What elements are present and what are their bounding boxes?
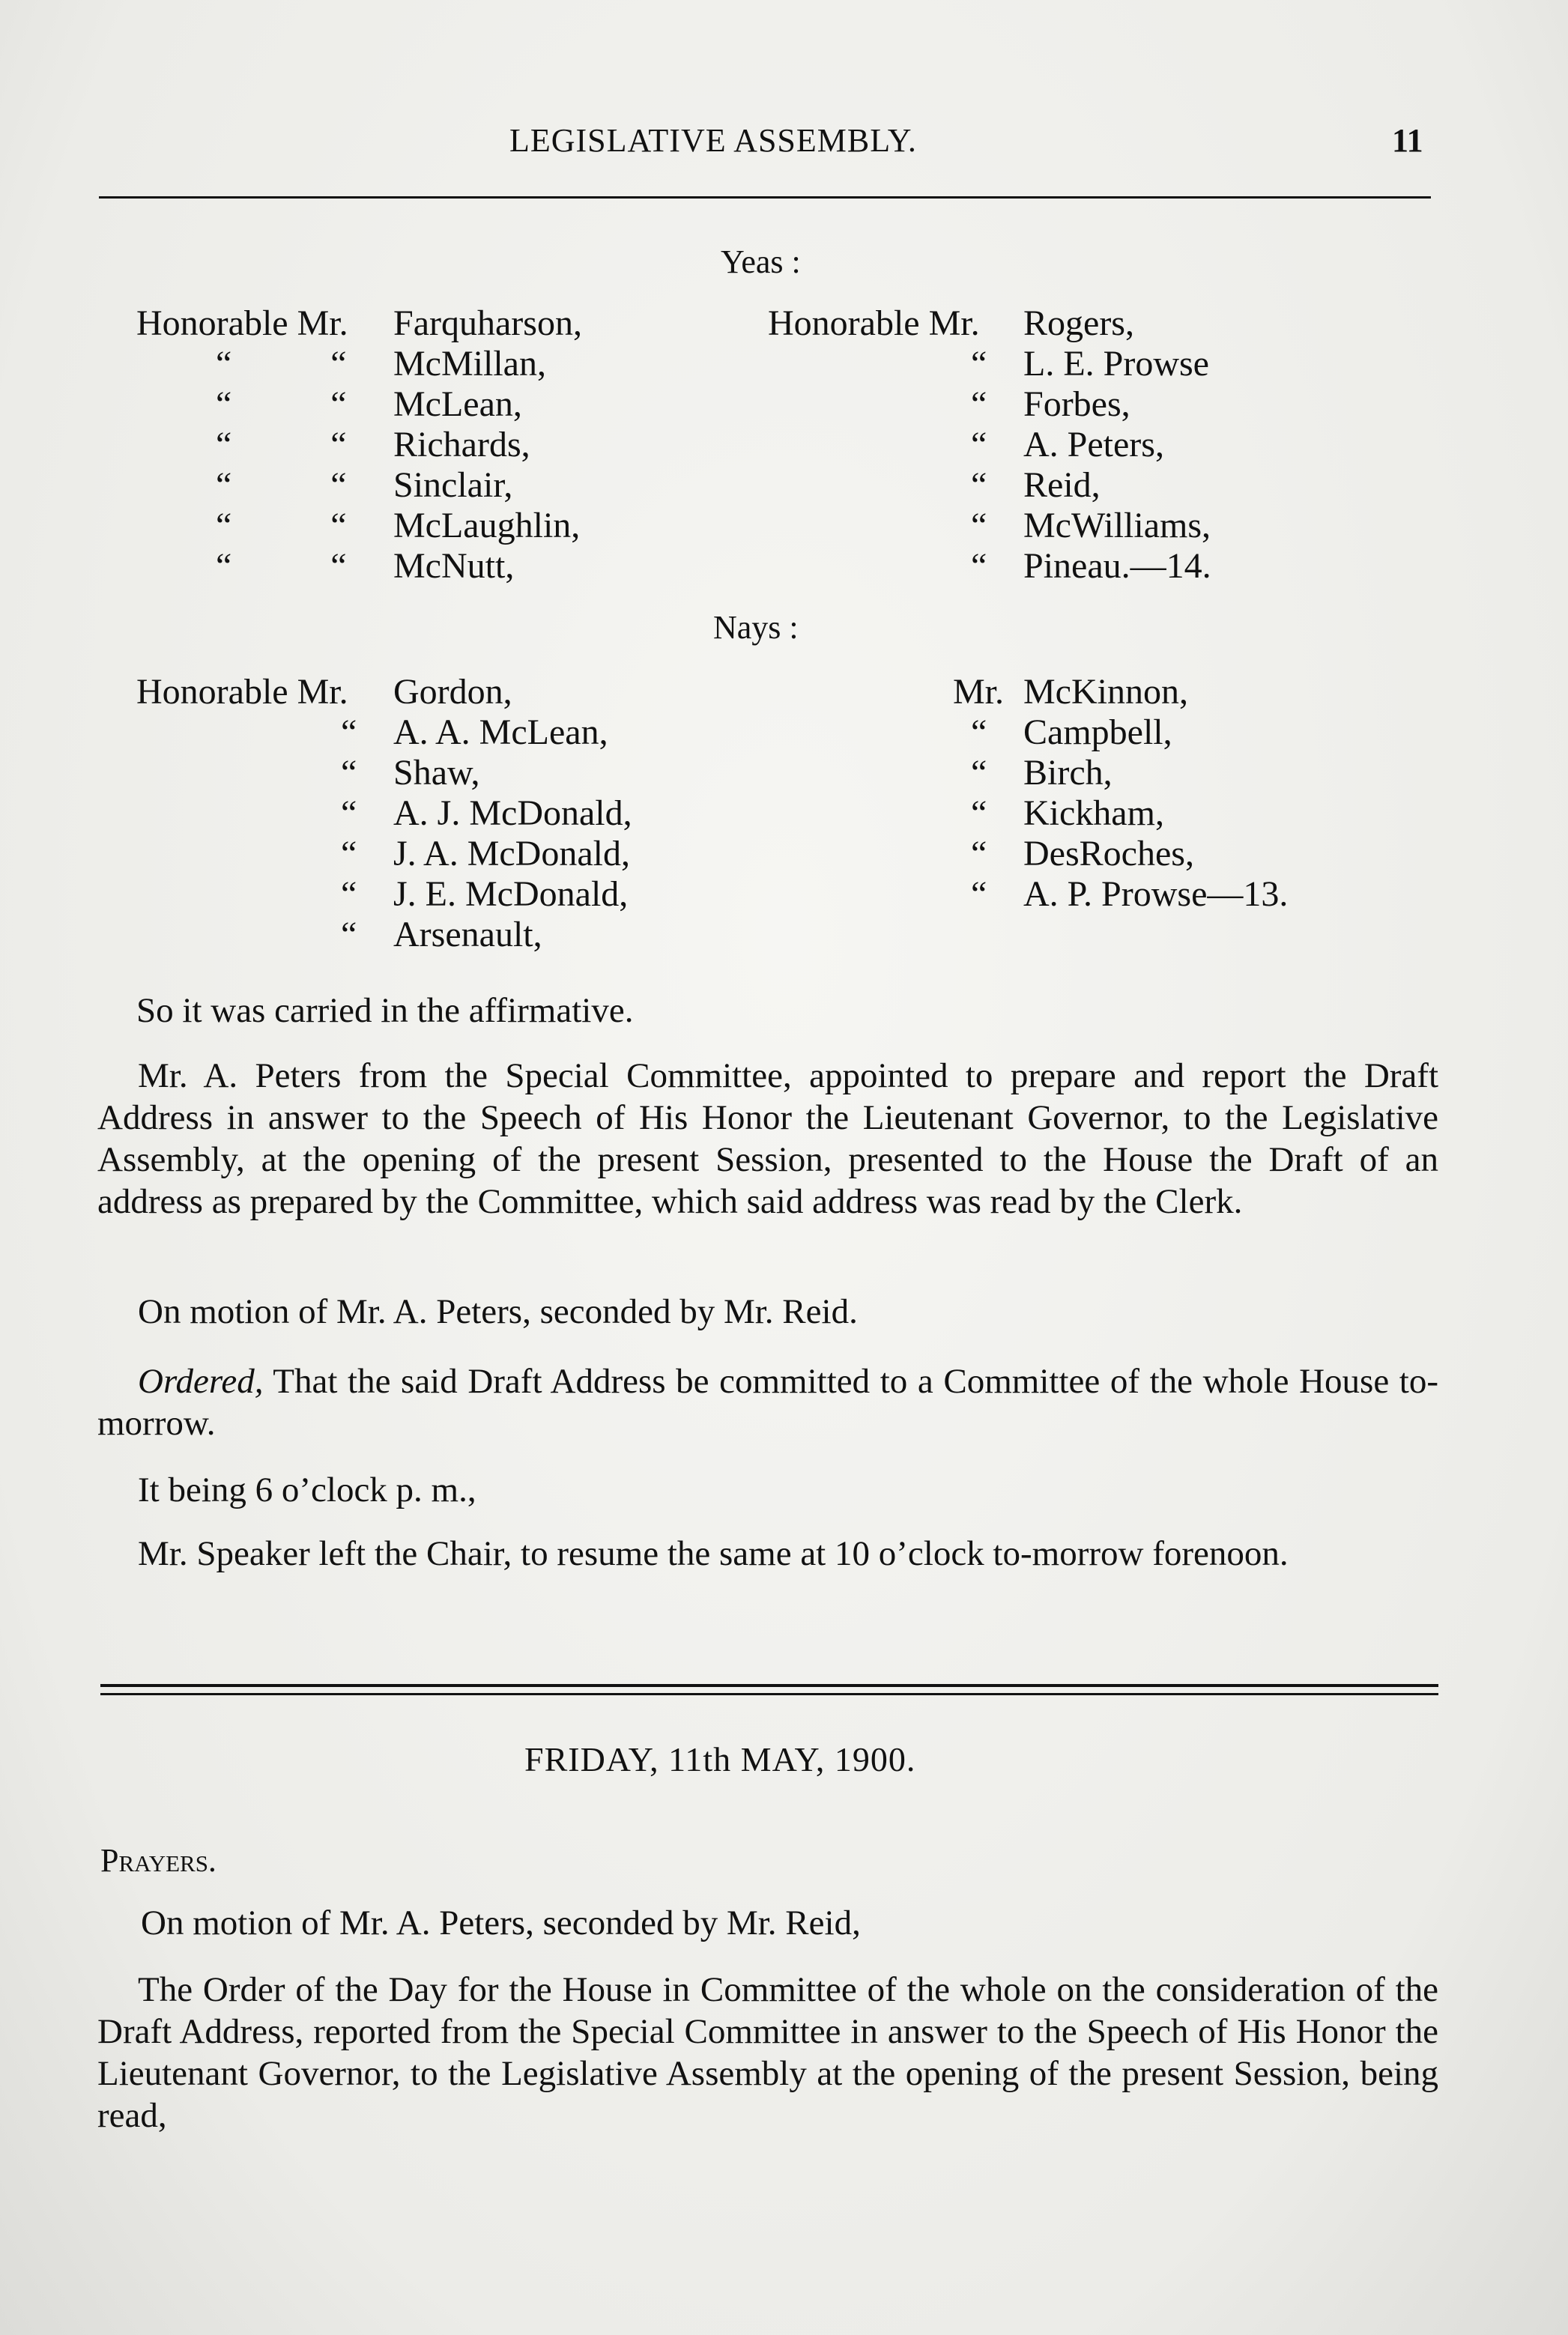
vote-name: McLaughlin, — [393, 506, 581, 545]
ditto-mark: “ — [971, 753, 987, 793]
vote-name: McMillan, — [393, 344, 546, 384]
motion-statement: On motion of Mr. A. Peters, seconded by Mr. Reid. — [138, 1292, 858, 1331]
vote-name: Rogers, — [1023, 303, 1134, 343]
vote-name: A. J. McDonald, — [393, 793, 632, 833]
ditto-mark: “ — [341, 712, 357, 752]
vote-prefix: Mr. — [953, 672, 1005, 712]
vote-name: Campbell, — [1023, 712, 1172, 752]
vote-name: DesRoches, — [1023, 834, 1194, 873]
section-rule-bottom — [100, 1693, 1438, 1695]
ditto-mark: “ “ — [216, 425, 347, 464]
yeas-heading: Yeas : — [721, 243, 801, 280]
ditto-mark: “ “ — [216, 506, 347, 545]
vote-name: A. A. McLean, — [393, 712, 608, 752]
ditto-mark: “ — [341, 874, 357, 914]
ordered-word: Ordered, — [138, 1362, 264, 1401]
vote-name: McWilliams, — [1023, 506, 1211, 545]
ditto-mark: “ — [971, 506, 987, 545]
running-header-title: LEGISLATIVE ASSEMBLY. — [509, 122, 917, 159]
ditto-mark: “ — [341, 793, 357, 833]
carried-statement: So it was carried in the affirmative. — [136, 991, 634, 1030]
friday-motion: On motion of Mr. A. Peters, seconded by Mr. Reid, — [141, 1904, 861, 1942]
vote-name: A. Peters, — [1023, 425, 1164, 464]
vote-prefix: Honorable Mr. — [136, 672, 348, 712]
vote-name: Reid, — [1023, 465, 1101, 505]
vote-name: McNutt, — [393, 546, 515, 586]
vote-prefix: Honorable Mr. — [768, 303, 980, 343]
ditto-mark: “ — [341, 915, 357, 954]
ditto-mark: “ “ — [216, 546, 347, 586]
vote-name: Shaw, — [393, 753, 480, 793]
prayers-heading: Prayers. — [100, 1842, 217, 1879]
ditto-mark: “ — [971, 344, 987, 384]
header-rule — [99, 196, 1431, 199]
vote-prefix: Honorable Mr. — [136, 303, 348, 343]
section-rule-top — [100, 1684, 1438, 1687]
ditto-mark: “ “ — [216, 344, 347, 384]
speaker-paragraph: Mr. Speaker left the Chair, to resume the same at 10 o’clock to-morrow forenoon. — [138, 1534, 1289, 1573]
page-number: 11 — [1392, 122, 1423, 159]
vote-name: L. E. Prowse — [1023, 344, 1209, 384]
sitting-date: FRIDAY, 11th MAY, 1900. — [524, 1740, 916, 1778]
order-of-day-paragraph: The Order of the Day for the House in Committee of the whole on the consideration of the Draft Address, reported from the Special Committee in answer to the Speech of His Honor the Lieutenant Governor, to the Legislative Assembly at the opening of the present Session, being read, — [97, 1970, 1438, 2135]
vote-name: McKinnon, — [1023, 672, 1188, 712]
vote-name: Farquharson, — [393, 303, 582, 343]
ditto-mark: “ — [971, 874, 987, 914]
ditto-mark: “ — [971, 465, 987, 505]
ditto-mark: “ — [971, 546, 987, 586]
vote-name: Forbes, — [1023, 384, 1130, 424]
ditto-mark: “ “ — [216, 465, 347, 505]
vote-name: McLean, — [393, 384, 522, 424]
vote-name: Sinclair, — [393, 465, 513, 505]
vote-name: J. E. McDonald, — [393, 874, 629, 914]
ditto-mark: “ — [971, 384, 987, 424]
ditto-mark: “ “ — [216, 384, 347, 424]
vote-name: Pineau.—14. — [1023, 546, 1211, 586]
vote-name: Richards, — [393, 425, 530, 464]
ditto-mark: “ — [341, 834, 357, 873]
vote-name: Arsenault, — [393, 915, 542, 954]
vote-name: Birch, — [1023, 753, 1113, 793]
nays-heading: Nays : — [713, 609, 799, 646]
vote-name: Gordon, — [393, 672, 512, 712]
vote-name: A. P. Prowse—13. — [1023, 874, 1289, 914]
ditto-mark: “ — [971, 425, 987, 464]
adjournment-time: It being 6 o’clock p. m., — [138, 1471, 476, 1509]
vote-name: J. A. McDonald, — [393, 834, 630, 873]
ditto-mark: “ — [971, 834, 987, 873]
vote-name: Kickham, — [1023, 793, 1164, 833]
committee-report-paragraph: Mr. A. Peters from the Special Committee, appointed to prepare and report the Draft Address in answer to the Speech of His Honor the Lieutenant Governor, to the Legislative Assembly, at the opening of the present Session, presented to the House the Draft of an address as prepared by the Committee, which said address was read by the Clerk. — [97, 1056, 1438, 1221]
ordered-paragraph — [97, 1360, 1438, 1444]
ditto-mark: “ — [971, 793, 987, 833]
ditto-mark: “ — [341, 753, 357, 793]
ditto-mark: “ — [971, 712, 987, 752]
ordered-text: That the said Draft Address be committed to a Committee of the whole House to-morrow. — [97, 1362, 1438, 1443]
